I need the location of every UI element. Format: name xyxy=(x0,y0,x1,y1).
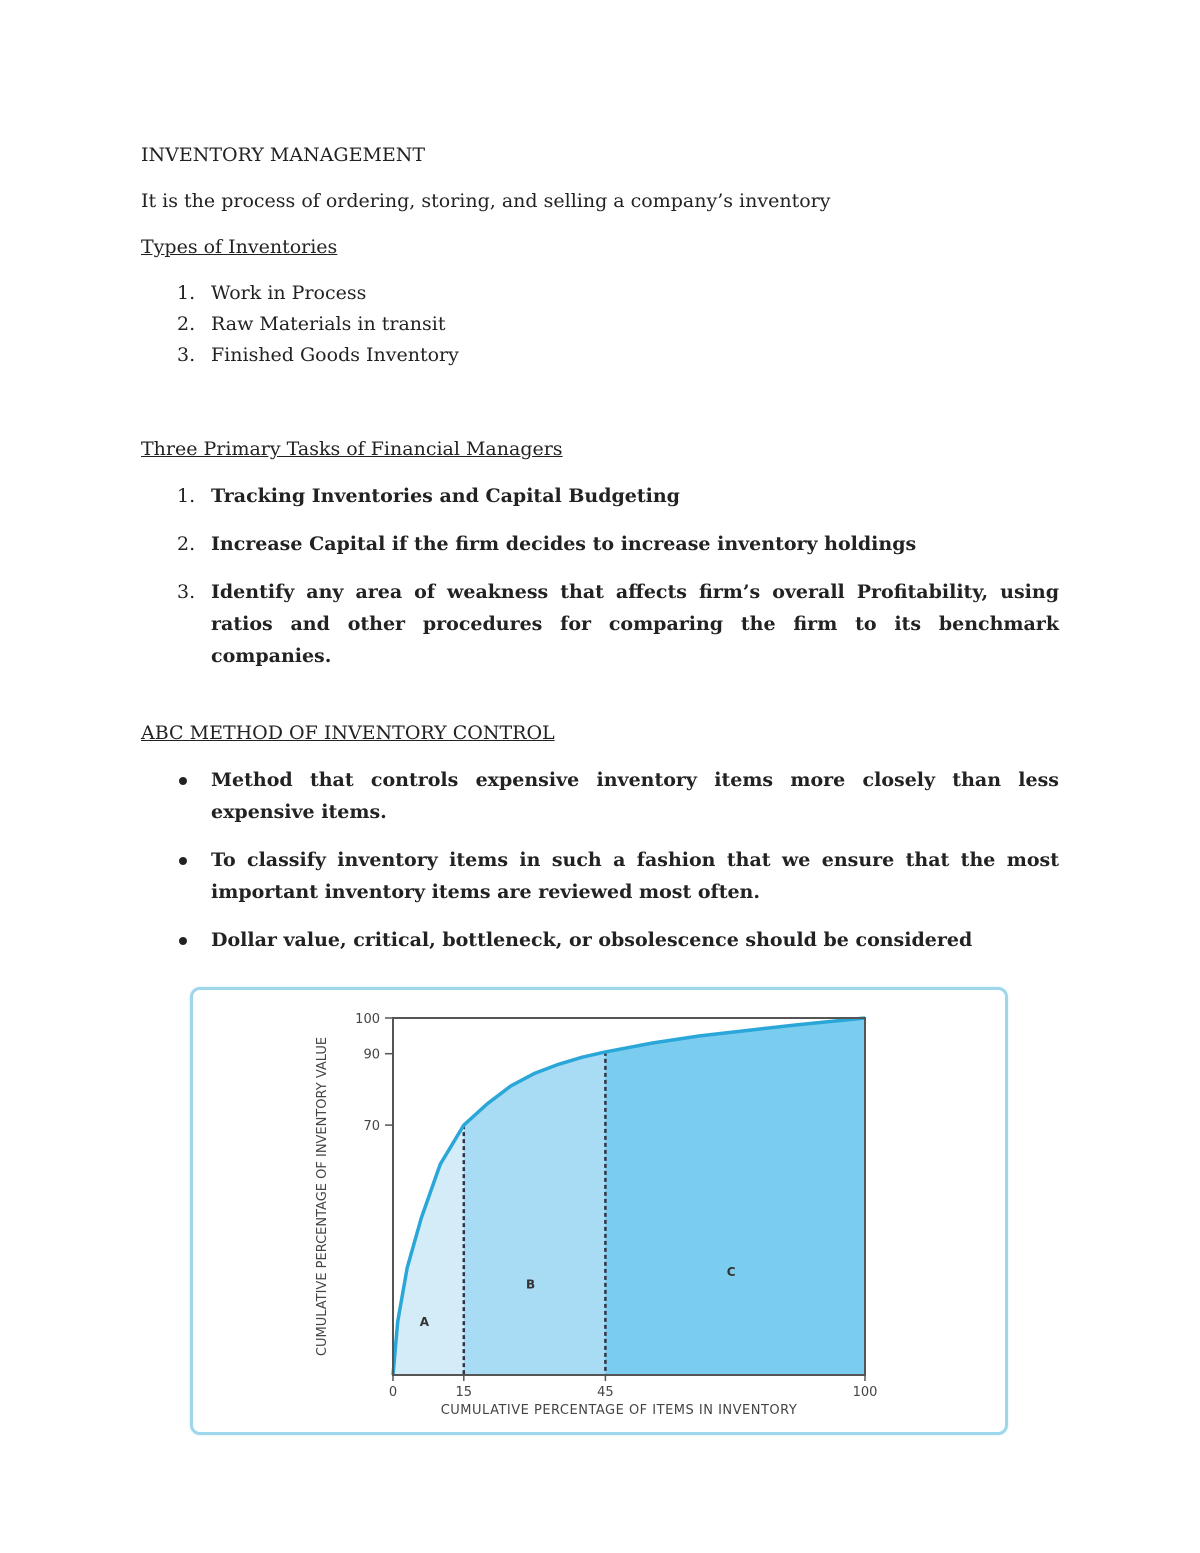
abc-heading: ABC METHOD OF INVENTORY CONTROL xyxy=(141,722,555,744)
list-item: Method that controls expensive inventory items more closely than less expensive items. xyxy=(141,764,1059,828)
bullet-icon xyxy=(179,937,187,945)
list-item: 2. Raw Materials in transit xyxy=(177,313,446,335)
bullet-icon xyxy=(179,777,187,785)
types-list xyxy=(141,278,1059,371)
region-a xyxy=(393,1125,464,1375)
list-item: 3. Identify any area of weakness that affects firm’s overall Profitability, using ratios and other procedures for comparing the firm to its benchmark companies. xyxy=(177,581,1059,667)
region-b xyxy=(464,1052,606,1375)
y-tick-label: 100 xyxy=(355,1012,380,1027)
list-item: 3. Finished Goods Inventory xyxy=(177,344,459,366)
tasks-heading: Three Primary Tasks of Financial Managers xyxy=(141,438,563,460)
x-tick-label: 45 xyxy=(597,1385,614,1400)
x-tick-label: 0 xyxy=(388,1385,398,1400)
page-title: INVENTORY MANAGEMENT xyxy=(141,144,426,166)
list-item: 1. Work in Process xyxy=(177,282,367,304)
x-tick-label: 15 xyxy=(455,1385,473,1400)
x-tick-label: 100 xyxy=(852,1385,878,1400)
abc-chart-svg xyxy=(193,990,1005,1432)
y-axis-label: CUMULATIVE PERCENTAGE OF INVENTORY VALUE xyxy=(315,1036,330,1357)
document-page xyxy=(141,140,1059,972)
y-tick-label: 90 xyxy=(363,1047,380,1063)
y-tick-label: 70 xyxy=(363,1119,380,1135)
list-item: Dollar value, critical, bottleneck, or obsolescence should be considered xyxy=(141,924,1059,956)
list-item: 1. Tracking Inventories and Capital Budgeting xyxy=(177,485,680,507)
abc-bullet-list xyxy=(141,764,1059,956)
abc-chart xyxy=(190,987,1008,1435)
bullet-icon xyxy=(179,857,187,865)
x-axis-label: CUMULATIVE PERCENTAGE OF ITEMS IN INVENTORY xyxy=(440,1403,798,1418)
region-label-b: B xyxy=(526,1277,536,1292)
region-label-c: C xyxy=(726,1265,736,1280)
intro-text: It is the process of ordering, storing, and selling a company’s inventory xyxy=(141,190,831,212)
list-item: 2. Increase Capital if the firm decides to increase inventory holdings xyxy=(177,533,917,555)
tasks-list xyxy=(141,480,1059,672)
region-c xyxy=(605,1018,865,1375)
list-item: To classify inventory items in such a fashion that we ensure that the most important inventory items are reviewed most often. xyxy=(141,844,1059,908)
types-heading: Types of Inventories xyxy=(141,236,338,258)
region-label-a: A xyxy=(419,1314,430,1329)
